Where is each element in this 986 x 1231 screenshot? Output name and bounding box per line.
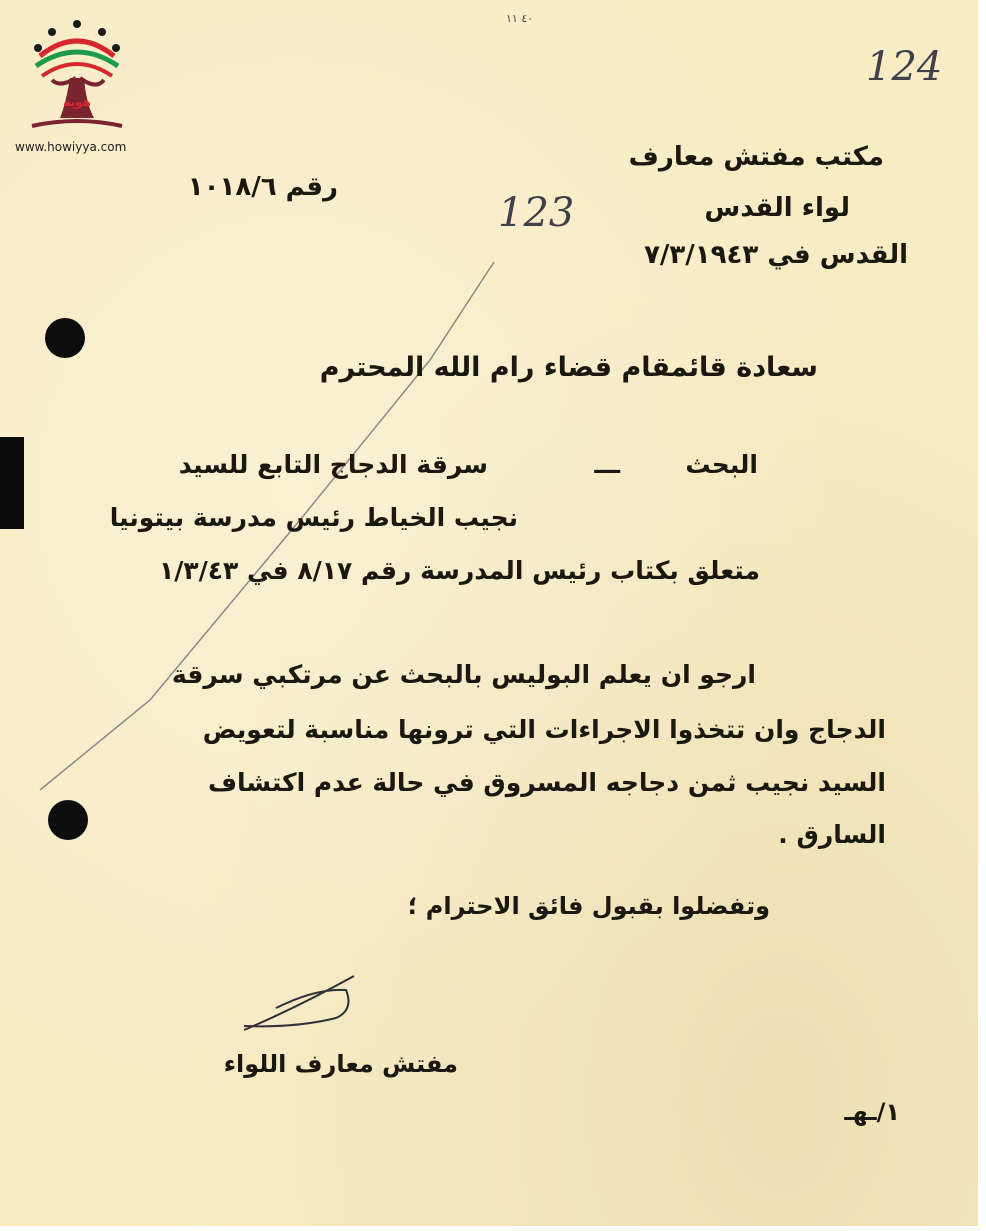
subject-line-2: نجيب الخياط رئيس مدرسة بيتونيا [109,503,518,532]
reference-number: رقم ١٠١٨/٦ [187,172,338,202]
logo-url: www.howiyya.com [15,140,127,154]
subject-label: البحث [685,450,758,479]
body-line-1: ارجو ان يعلم البوليس بالبحث عن مرتكبي سرقة [171,660,756,689]
addressee: سعادة قائمقام قضاء رام الله المحترم [319,352,818,383]
signature-title: مفتش معارف اللواء [223,1050,458,1078]
body-line-4: السارق . [778,820,886,849]
typist-initials: ١/ـهـ [844,1098,900,1126]
closing-line: وتفضلوا بقبول فائق الاحترام ؛ [407,892,770,920]
page-number-annotation: 124 [866,44,943,90]
subject-line-1: سرقة الدجاج التابع للسيد [178,450,488,479]
handwritten-signature [236,968,366,1038]
top-center-mark: ٤٠ ١١ [506,12,534,25]
office-name: مكتب مفتش معارف [628,142,884,172]
place-date: القدس في ٧/٣/١٩٤٣ [644,240,908,270]
body-line-3: السيد نجيب ثمن دجاجه المسروق في حالة عدم اكتشاف [207,768,886,797]
svg-text:هوية: هوية [63,95,91,109]
district-name: لواء القدس [704,193,850,223]
handwritten-number-annotation: 123 [498,190,575,236]
subject-dash: ـــ [594,450,620,479]
subject-line-3: متعلق بكتاب رئيس المدرسة رقم ٨/١٧ في ١/٣/٤٣ [159,556,760,585]
body-line-2: الدجاج وان تتخذوا الاجراءات التي ترونها مناسبة لتعويض [202,715,886,744]
